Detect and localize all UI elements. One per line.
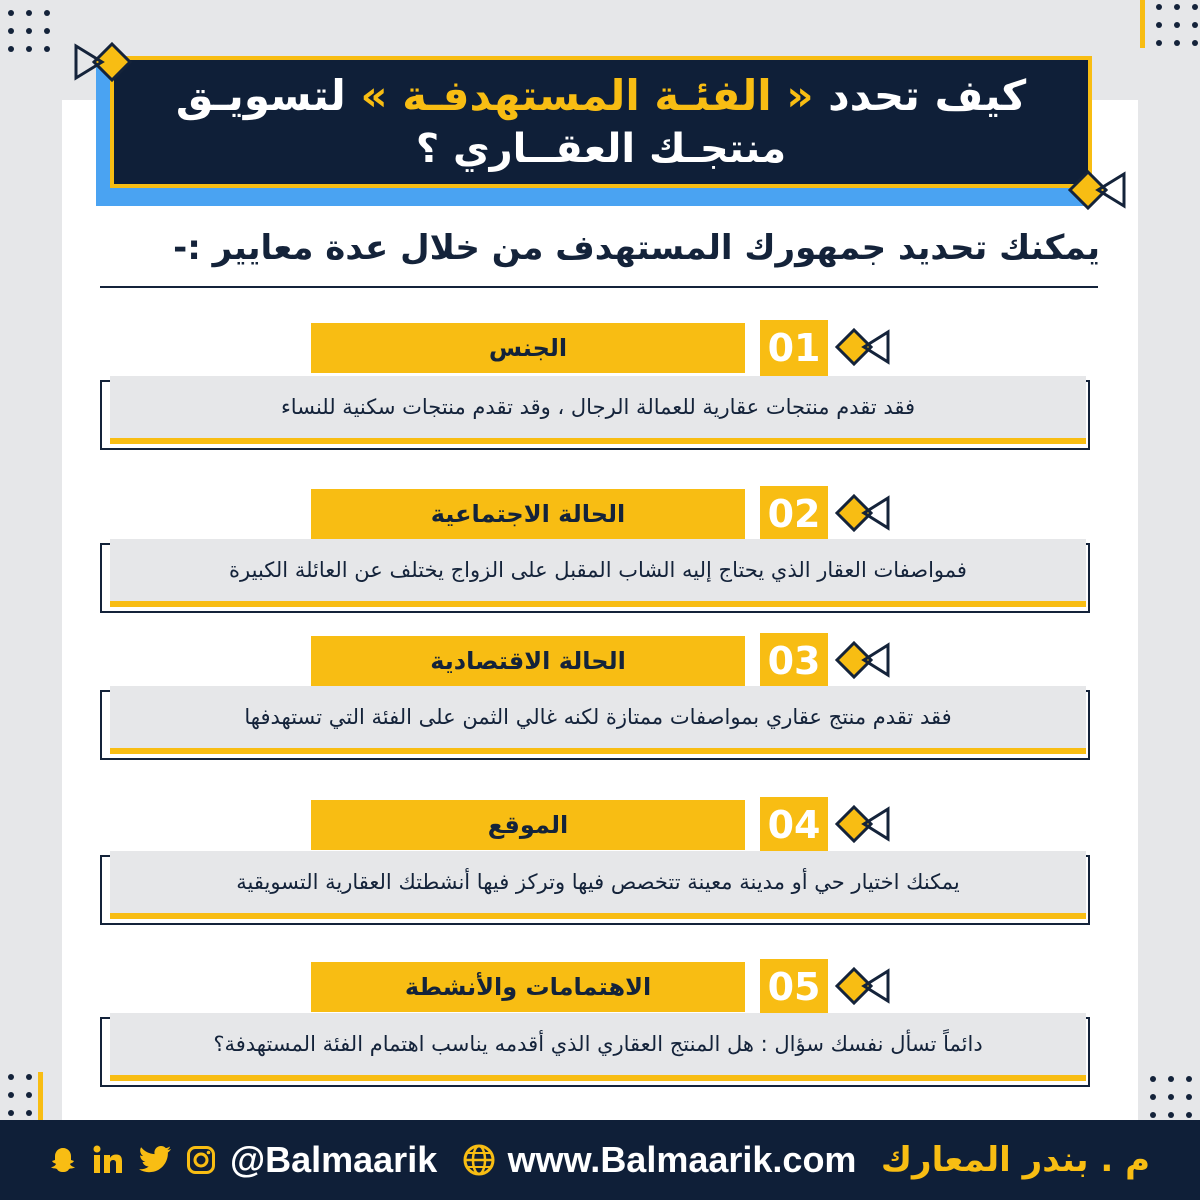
criterion-number: 03 bbox=[760, 633, 828, 689]
author-name: م . بندر المعارك bbox=[880, 1140, 1150, 1180]
criterion-title: الموقع bbox=[311, 800, 745, 850]
criterion-number: 05 bbox=[760, 959, 828, 1015]
criterion-card bbox=[100, 380, 1090, 450]
social-handle[interactable]: @Balmaarik bbox=[230, 1139, 438, 1180]
criterion-text: فقد تقدم منتجات عقارية للعمالة الرجال ، وقد تقدم منتجات سكنية للنساء bbox=[110, 376, 1086, 444]
criterion-title: الحالة الاقتصادية bbox=[311, 636, 745, 686]
criterion-text: فمواصفات العقار الذي يحتاج إليه الشاب المقبل على الزواج يختلف عن العائلة الكبيرة bbox=[110, 539, 1086, 607]
accent-bar-bottom-left bbox=[38, 1072, 43, 1120]
subtitle-divider bbox=[100, 286, 1098, 288]
play-arrow-icon bbox=[834, 803, 892, 845]
criterion-card bbox=[100, 690, 1090, 760]
title-line-1 bbox=[176, 69, 1026, 123]
dot-grid-top-right bbox=[1138, 0, 1200, 62]
play-arrow-icon bbox=[834, 639, 892, 681]
title-box bbox=[110, 56, 1092, 188]
criterion-number: 04 bbox=[760, 797, 828, 853]
play-arrow-icon-title-top bbox=[72, 40, 134, 84]
accent-bar-top-right bbox=[1140, 0, 1145, 48]
criterion-card bbox=[100, 1017, 1090, 1087]
criterion-title: الاهتمامات والأنشطة bbox=[311, 962, 745, 1012]
criterion-card bbox=[100, 543, 1090, 613]
criterion-number: 01 bbox=[760, 320, 828, 376]
criterion-text: فقد تقدم منتج عقاري بمواصفات ممتازة لكنه غالي الثمن على الفئة التي تستهدفها bbox=[110, 686, 1086, 754]
globe-icon bbox=[462, 1143, 496, 1177]
play-arrow-icon-title-bottom bbox=[1066, 168, 1128, 212]
website-link[interactable] bbox=[462, 1139, 857, 1181]
play-arrow-icon bbox=[834, 326, 892, 368]
criterion-text: يمكنك اختيار حي أو مدينة معينة تتخصص فيها وتركز فيها أنشطتك العقارية التسويقية bbox=[110, 851, 1086, 919]
footer bbox=[0, 1120, 1200, 1200]
play-arrow-icon bbox=[834, 965, 892, 1007]
criterion-card bbox=[100, 855, 1090, 925]
subtitle: يمكنك تحديد جمهورك المستهدف من خلال عدة معايير :- bbox=[173, 228, 1100, 268]
title-line-2: منتجـك العقــاري ؟ bbox=[415, 126, 787, 172]
snapchat-icon[interactable] bbox=[48, 1145, 78, 1175]
play-arrow-icon bbox=[834, 492, 892, 534]
instagram-icon[interactable] bbox=[186, 1145, 216, 1175]
criterion-title: الحالة الاجتماعية bbox=[311, 489, 745, 539]
title-text-part2: لتسويـق bbox=[175, 71, 346, 120]
dot-grid-bottom-left bbox=[0, 1068, 60, 1120]
criterion-text: دائماً تسأل نفسك سؤال : هل المنتج العقاري الذي أقدمه يناسب اهتمام الفئة المستهدفة؟ bbox=[110, 1013, 1086, 1081]
social-links bbox=[48, 1139, 437, 1181]
twitter-icon[interactable] bbox=[138, 1146, 172, 1174]
website-text: www.Balmaarik.com bbox=[507, 1139, 857, 1180]
title-text-part1: كيف تحدد bbox=[828, 71, 1027, 120]
title-highlight: « الفئـة المستهدفـة » bbox=[360, 71, 814, 120]
dot-grid-bottom-right bbox=[1144, 1070, 1200, 1120]
dot-grid-top-left bbox=[0, 0, 70, 70]
criterion-title: الجنس bbox=[311, 323, 745, 373]
linkedin-icon[interactable] bbox=[92, 1145, 124, 1175]
criterion-number: 02 bbox=[760, 486, 828, 542]
